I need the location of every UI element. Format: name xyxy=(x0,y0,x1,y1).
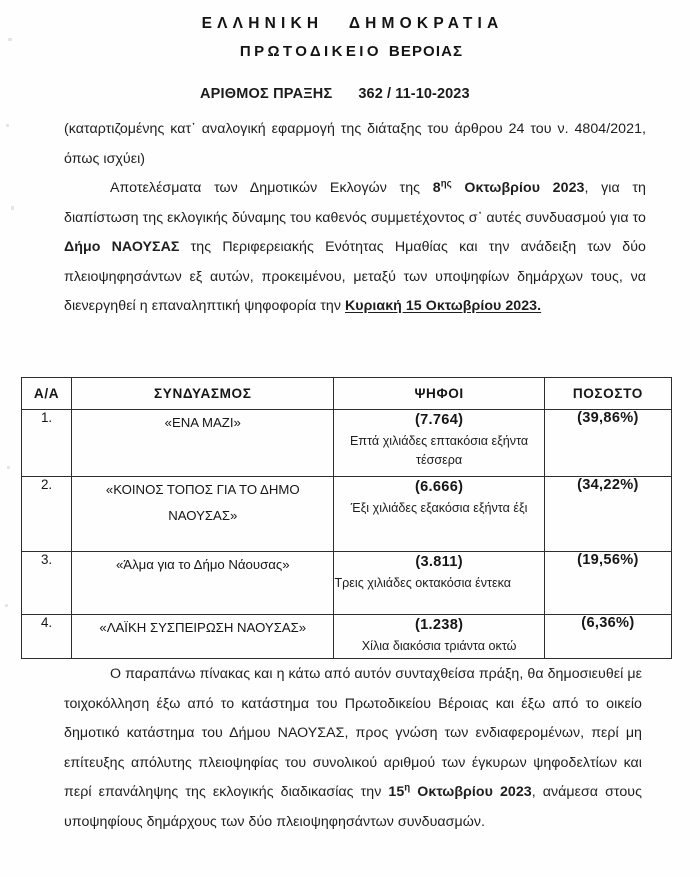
document-header xyxy=(0,0,700,102)
election-results-table xyxy=(21,377,672,659)
table-header-row xyxy=(22,378,672,410)
cell-percentage: (39,86%) xyxy=(544,410,671,477)
runoff-month-year: Οκτωβρίου 2023 xyxy=(410,784,532,800)
cell-rank: 2. xyxy=(22,477,72,552)
closing-paragraph xyxy=(0,660,700,837)
votes-number: (6.666) xyxy=(414,479,464,495)
cell-combination: «ΚΟΙΝΟΣ ΤΟΠΟΣ ΓΙΑ ΤΟ ΔΗΜΟ ΝΑΟΥΣΑΣ» xyxy=(72,477,334,552)
results-intro-paragraph xyxy=(0,174,700,322)
scan-artifact xyxy=(6,124,9,127)
court-word-protodikeio: ΠΡΩΤΟΔΙΚΕΙΟ xyxy=(239,43,382,60)
closing-segment-2: , ανάμεσα στους υποψηφίους δημάρχους των δύο πλειοψηφησάντων συνδυασμών. xyxy=(64,784,642,830)
votes-in-words: Έξι χιλιάδες εξακόσια εξήντα έξι xyxy=(350,501,528,515)
act-number-line xyxy=(0,86,700,102)
election-date-month-year: Οκτωβρίου 2023 xyxy=(451,180,585,196)
act-number-label: ΑΡΙΘΜΟΣ ΠΡΑΞΗΣ xyxy=(200,86,333,102)
election-date-suffix: ης xyxy=(440,178,452,190)
authority-word-hellenic: ΕΛΛΗΝΙΚΗ xyxy=(201,15,324,32)
scan-artifact xyxy=(8,38,12,41)
cell-rank: 3. xyxy=(22,552,72,615)
results-intro-segment-1: Αποτελέσματα των Δημοτικών Εκλογών της xyxy=(110,180,433,196)
runoff-day-number: 15 xyxy=(388,784,405,800)
table-header xyxy=(22,378,672,410)
cell-combination: «ΛΑΪΚΗ ΣΥΣΠΕΙΡΩΣΗ ΝΑΟΥΣΑΣ» xyxy=(72,615,334,659)
cell-percentage: (6,36%) xyxy=(544,615,671,659)
results-table-container xyxy=(21,377,672,659)
court-word-veroias: ΒΕΡΟΙΑΣ xyxy=(388,43,464,60)
cell-votes xyxy=(334,552,544,615)
votes-in-words: Τρεις χιλιάδες οκτακόσια έντεκα xyxy=(334,576,512,590)
cell-rank: 4. xyxy=(22,615,72,659)
scan-artifact xyxy=(5,604,8,607)
closing-block xyxy=(0,660,700,837)
election-date-day: 8 xyxy=(432,180,441,196)
results-intro-segment-3: της Περιφερειακής Ενότητας Ημαθίας και την ανάδειξη των δύο πλειοψηφησάντων εξ αυτών, προκειμένου, μεταξύ των υποψηφίων δημάρχων τους, να διενεργηθεί η επαναληπτική ψηφοφορία την xyxy=(64,239,646,314)
authority-title xyxy=(0,12,700,36)
cell-votes xyxy=(334,477,544,552)
table-body xyxy=(22,410,672,659)
column-header-combination: ΣΥΝΔΥΑΣΜΟΣ xyxy=(72,378,334,410)
votes-number: (7.764) xyxy=(414,412,464,428)
cell-votes xyxy=(334,615,544,659)
votes-in-words: Χίλια διακόσια τριάντα οκτώ xyxy=(361,639,517,653)
cell-percentage: (34,22%) xyxy=(544,477,671,552)
scan-artifact xyxy=(7,466,10,469)
votes-number: (3.811) xyxy=(415,554,463,570)
table-row xyxy=(22,410,672,477)
cell-percentage: (19,56%) xyxy=(544,552,671,615)
votes-in-words: Επτά χιλιάδες επτακόσια εξήντα τέσσερα xyxy=(350,434,529,467)
court-title xyxy=(0,40,700,64)
runoff-day-suffix: η xyxy=(404,782,411,794)
authority-word-republic: ΔΗΜΟΚΡΑΤΙΑ xyxy=(348,15,504,32)
column-header-votes: ΨΗΦΟΙ xyxy=(334,378,544,410)
act-number-value: 362 / 11-10-2023 xyxy=(358,86,470,102)
column-header-aa: Α/Α xyxy=(22,378,72,410)
table-row xyxy=(22,477,672,552)
scan-artifact xyxy=(11,206,14,210)
table-row xyxy=(22,615,672,659)
cell-combination: «ΕΝΑ ΜΑΖΙ» xyxy=(72,410,334,477)
cell-rank: 1. xyxy=(22,410,72,477)
results-intro-segment-2: , για τη διαπίστωση της εκλογικής δύναμης του καθενός συμμετέχοντος σ᾽ αυτές συνδυασμού για το xyxy=(64,180,646,226)
preamble-paragraph: (καταρτιζομένης κατ᾽ αναλογική εφαρμογή της διάταξης του άρθρου 24 του ν. 4804/2021, όπως ισχύει) xyxy=(64,121,646,167)
closing-segment-1: Ο παραπάνω πίνακας και η κάτω από αυτόν συνταχθείσα πράξη, θα δημοσιευθεί με τοιχοκόλληση έξω από το κατάστημα του Πρωτοδικείου Βέροιας και έξω από το οικείο δημοτικό κατάστημα του Δήμου ΝΑΟΥΣΑΣ, προς γνώση των ενδιαφερομένων, περί μη επίτευξης απόλυτης πλειοψηφίας του συνολικού αριθμού των έγκυρων ψηφοδελτίων και περί επανάληψης της εκλογικής διαδικασίας την xyxy=(64,666,642,800)
column-header-percentage: ΠΟΣΟΣΤΟ xyxy=(544,378,671,410)
municipality-name: Δήμο ΝΑΟΥΣΑΣ xyxy=(64,239,180,255)
runoff-date: Κυριακή 15 Οκτωβρίου 2023. xyxy=(345,298,542,314)
cell-combination: «Άλμα για το Δήμο Νάουσας» xyxy=(72,552,334,615)
table-row xyxy=(22,552,672,615)
votes-number: (1.238) xyxy=(414,617,464,633)
cell-votes xyxy=(334,410,544,477)
